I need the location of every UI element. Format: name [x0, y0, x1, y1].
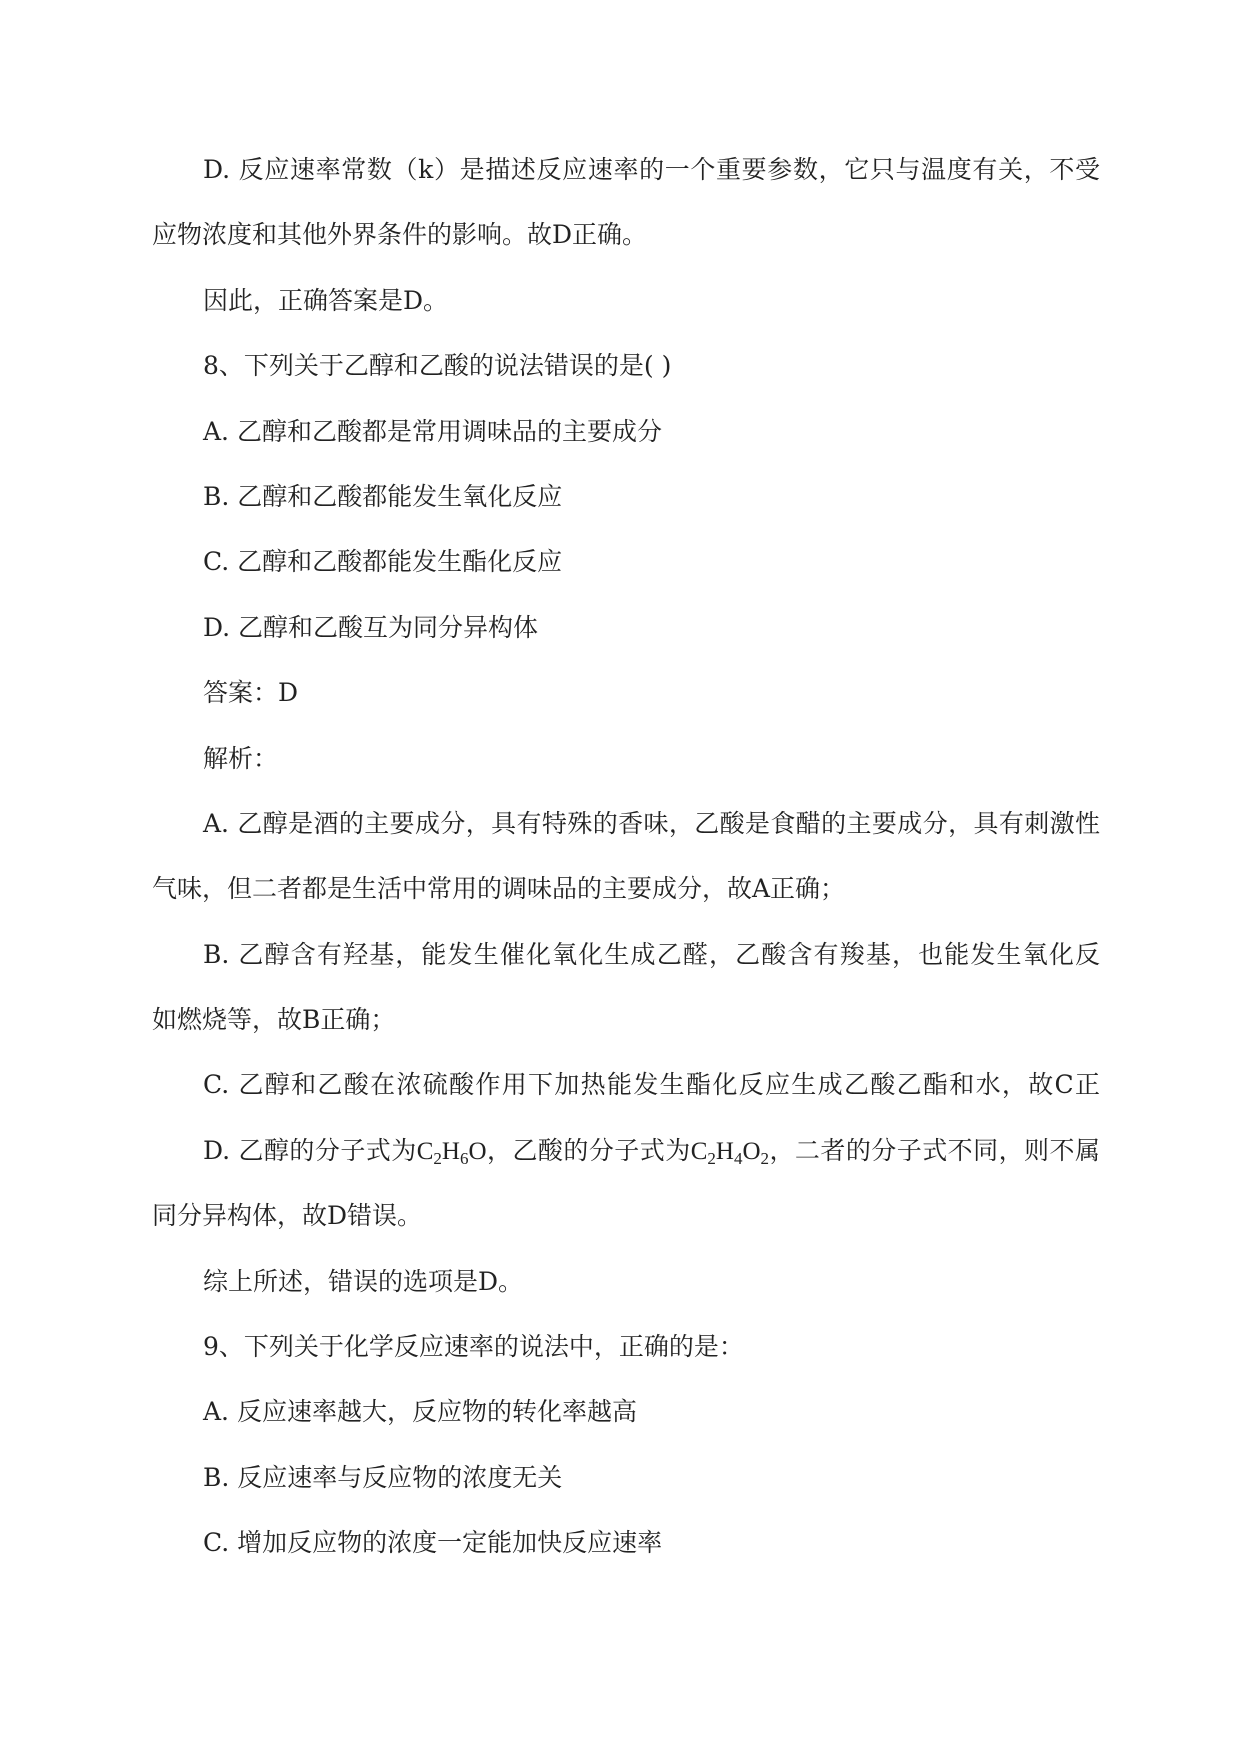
q8-analysis-d-text-before: D. 乙醇的分子式为 [203, 1135, 417, 1165]
q8-option-d: D. 乙醇和乙酸互为同分异构体 [203, 612, 539, 642]
formula-subscript: 6 [459, 1148, 469, 1168]
formula-element: C [416, 1137, 434, 1165]
q8-analysis-label: 解析： [203, 743, 279, 773]
formula-element: O [742, 1137, 761, 1165]
q8-answer: 答案：D [203, 678, 299, 708]
q8-analysis-a-line-1: A. 乙醇是酒的主要成分，具有特殊的香味，乙酸是食醋的主要成分，具有刺激性 [203, 808, 1100, 838]
q8-analysis-b-line-1: B. 乙醇含有羟基，能发生催化氧化生成乙醛，乙酸含有羧基，也能发生氧化反 [203, 939, 1100, 969]
q7-conclusion: 因此，正确答案是D。 [203, 285, 449, 315]
formula-subscript: 2 [760, 1148, 769, 1168]
q9-stem: 9、下列关于化学反应速率的说法中，正确的是： [203, 1332, 744, 1362]
q8-analysis-b-line-2: 如燃烧等，故B正确； [152, 1005, 396, 1035]
q9-option-b: B. 反应速率与反应物的浓度无关 [203, 1462, 563, 1492]
q8-analysis-c-line-1: C. 乙醇和乙酸在浓硫酸作用下加热能发生酯化反应生成乙酸乙酯和水，故C正 [203, 1070, 1100, 1100]
formula-subscript: 2 [707, 1148, 716, 1168]
formula-element: C [690, 1137, 708, 1165]
q7-option-d-explanation-line-2: 应物浓度和其他外界条件的影响。故D正确。 [152, 220, 648, 250]
document-page [152, 137, 1100, 1576]
formula-subscript: 2 [433, 1148, 442, 1168]
formula-element: O [468, 1137, 487, 1165]
formula-element: H [715, 1137, 734, 1165]
q8-option-a: A. 乙醇和乙酸都是常用调味品的主要成分 [203, 416, 662, 446]
q7-option-d-explanation-line-1: D. 反应速率常数（k）是描述反应速率的一个重要参数，它只与温度有关，不受 [203, 155, 1100, 184]
q8-analysis-d-text-middle: ，乙酸的分子式为 [486, 1135, 691, 1165]
formula-subscript: 4 [733, 1148, 743, 1168]
acetic-acid-formula [690, 1137, 769, 1168]
q8-option-b: B. 乙醇和乙酸都能发生氧化反应 [203, 481, 563, 511]
q8-summary: 综上所述，错误的选项是D。 [203, 1266, 524, 1296]
q8-option-c: C. 乙醇和乙酸都能发生酯化反应 [203, 547, 563, 577]
q9-option-c: C. 增加反应物的浓度一定能加快反应速率 [203, 1528, 663, 1558]
formula-element: H [441, 1137, 460, 1165]
q8-analysis-d-line-1 [152, 1118, 1100, 1183]
q8-analysis-d-text-after: ，二者的分子式不同，则不属 [769, 1135, 1100, 1165]
q8-analysis-a-line-2: 气味，但二者都是生活中常用的调味品的主要成分，故A正确； [152, 874, 846, 904]
q8-stem: 8、下列关于乙醇和乙酸的说法错误的是( ) [203, 351, 672, 381]
ethanol-formula [416, 1137, 487, 1168]
q9-option-a: A. 反应速率越大，反应物的转化率越高 [203, 1397, 637, 1427]
q8-analysis-d-line-2: 同分异构体，故D错误。 [152, 1201, 423, 1231]
